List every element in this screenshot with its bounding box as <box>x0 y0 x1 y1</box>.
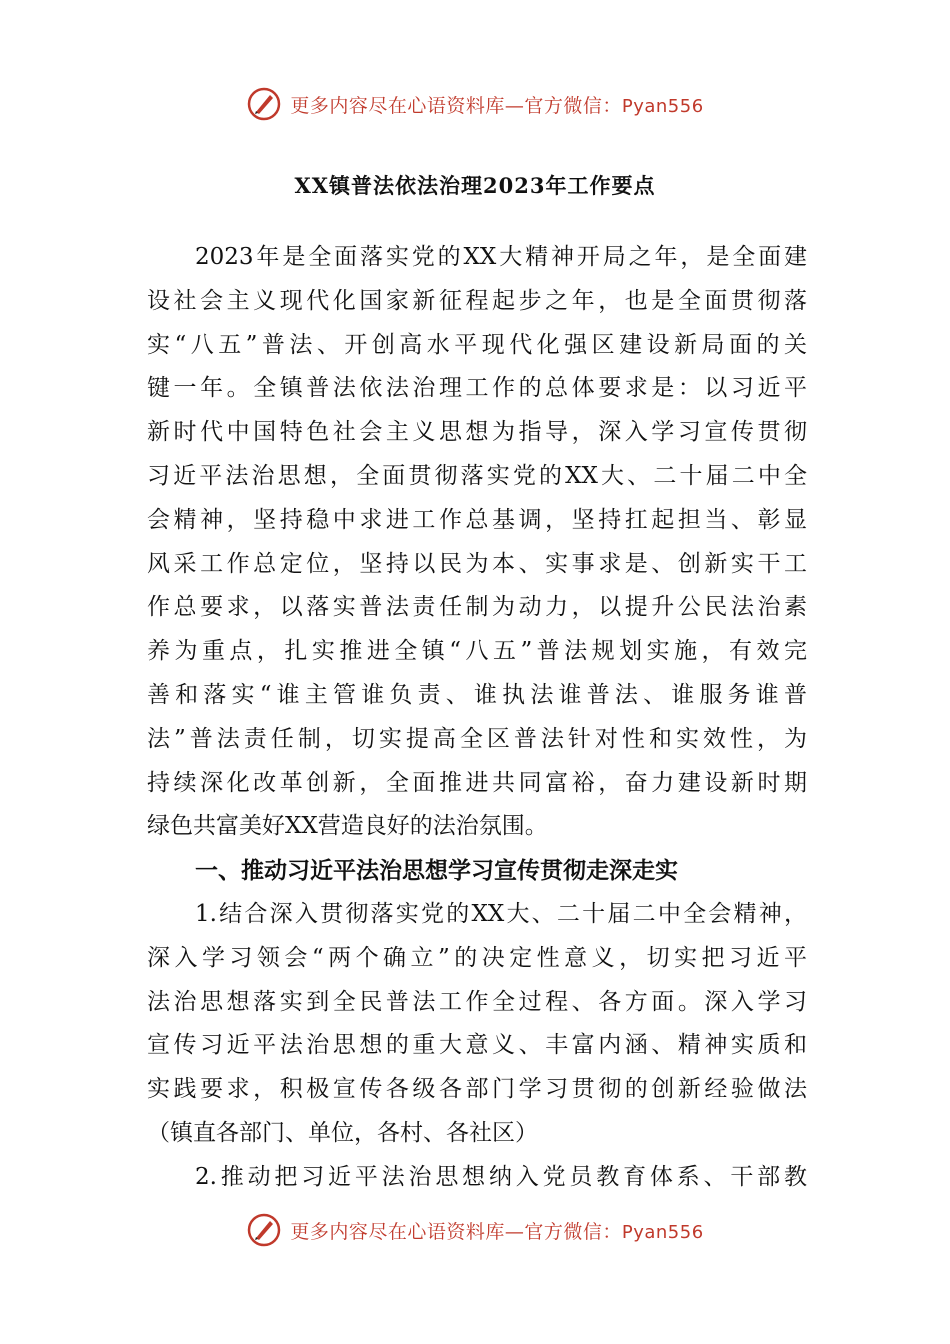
document-title: XX镇普法依法治理2023年工作要点 <box>294 173 656 198</box>
watermark-text: 更多内容尽在心语资料库—官方微信：Pyan556 <box>290 1220 704 1243</box>
paragraph-line: 实“八五”普法、开创高水平现代化强区建设新局面的关 <box>147 331 807 358</box>
paragraph-line: 风采工作总定位，坚持以民为本、实事求是、创新实干工 <box>147 550 807 577</box>
paragraph-line: 善和落实“谁主管谁负责、谁执法谁普法、谁服务谁普 <box>147 681 807 708</box>
paragraph-line: 法治思想落实到全民普法工作全过程、各方面。深入学习 <box>147 988 807 1015</box>
footer-watermark <box>0 1208 950 1252</box>
section-heading: 一、推动习近平法治思想学习宣传贯彻走深走实 <box>195 857 678 885</box>
paragraph-line: 法”普法责任制，切实提高全区普法针对性和实效性，为 <box>147 725 807 752</box>
paragraph-line: 养为重点，扎实推进全镇“八五”普法规划实施，有效完 <box>147 638 807 665</box>
watermark-wechat-id: Pyan556 <box>621 1221 704 1243</box>
paragraph-line: 新时代中国特色社会主义思想为指导，深入学习宣传贯彻 <box>147 419 807 446</box>
paragraph-line: 键一年。全镇普法依法治理工作的总体要求是：以习近平 <box>147 375 807 402</box>
paragraph-line: 绿色共富美好XX营造良好的法治氛围。 <box>147 813 548 840</box>
paragraph-line: 2.推动把习近平法治思想纳入党员教育体系、干部教 <box>195 1163 807 1190</box>
paragraph-line: 实践要求，积极宣传各级各部门学习贯彻的创新经验做法 <box>147 1076 807 1103</box>
paragraph-line: 1.结合深入贯彻落实党的XX大、二十届二中全会精神， <box>195 900 807 927</box>
pen-logo-icon <box>246 1212 282 1248</box>
paragraph-line: 2023年是全面落实党的XX大精神开局之年，是全面建 <box>195 244 807 270</box>
paragraph-line: 深入学习领会“两个确立”的决定性意义，切实把习近平 <box>147 944 807 971</box>
watermark-text: 更多内容尽在心语资料库—官方微信：Pyan556 <box>290 94 704 117</box>
header-watermark <box>0 82 950 126</box>
pen-logo-icon <box>246 86 282 122</box>
watermark-wechat-id: Pyan556 <box>621 95 704 117</box>
paragraph-line: 会精神，坚持稳中求进工作总基调，坚持扛起担当、彰显 <box>147 506 807 533</box>
paragraph-line: 宣传习近平法治思想的重大意义、丰富内涵、精神实质和 <box>147 1032 807 1059</box>
document-body <box>147 236 807 1200</box>
paragraph-line: 设社会主义现代化国家新征程起步之年，也是全面贯彻落 <box>147 287 807 314</box>
paragraph-line: 习近平法治思想，全面贯彻落实党的XX大、二十届二中全 <box>147 462 807 489</box>
paragraph-line: 作总要求，以落实普法责任制为动力，以提升公民法治素 <box>147 594 807 621</box>
paragraph-line: （镇直各部门、单位，各村、各社区） <box>147 1119 538 1146</box>
paragraph-line: 持续深化改革创新，全面推进共同富裕，奋力建设新时期 <box>147 769 807 796</box>
